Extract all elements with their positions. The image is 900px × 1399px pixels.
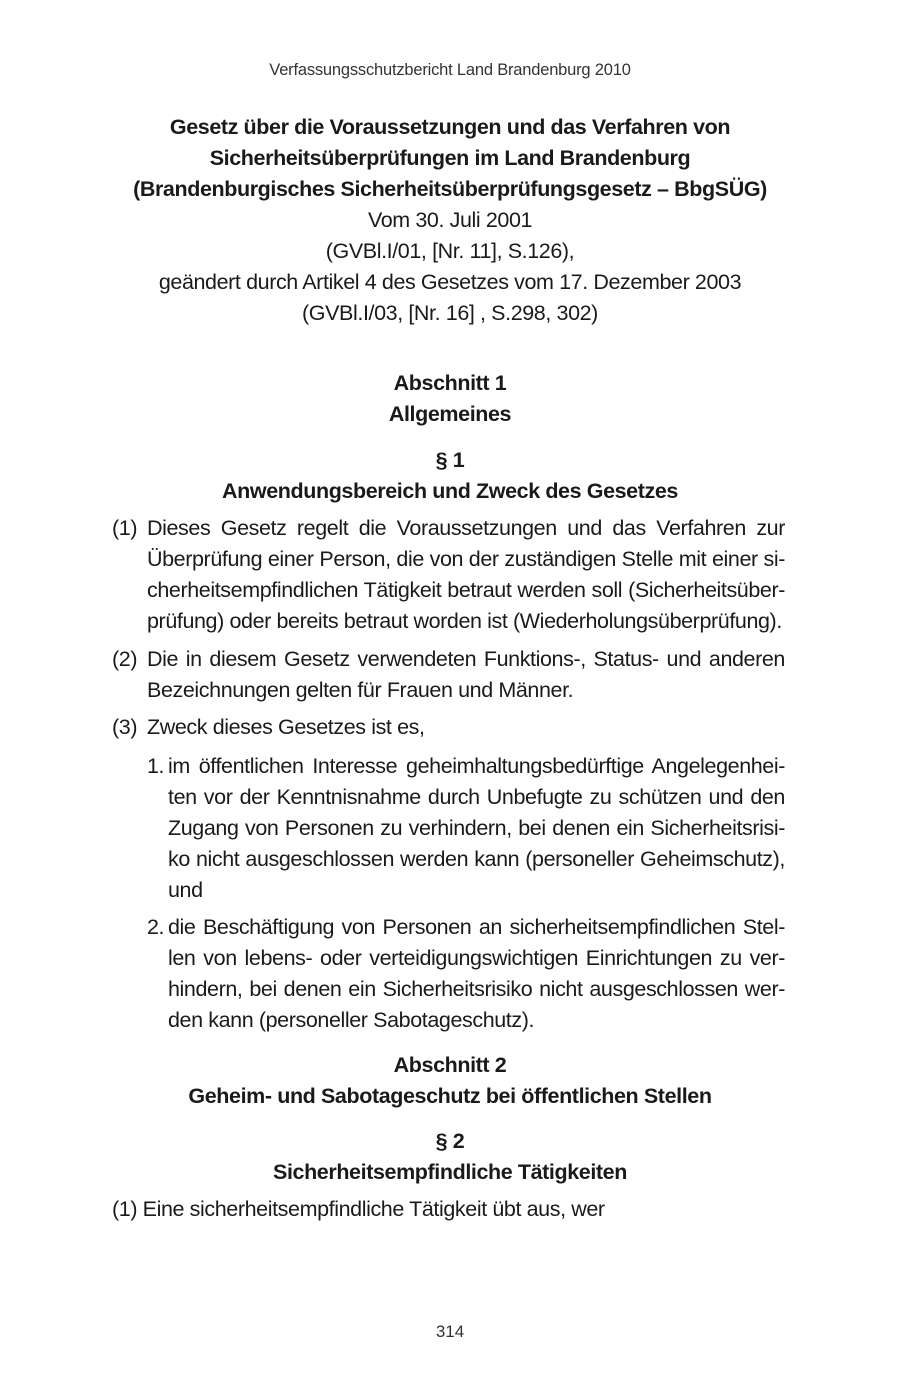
text-line: Überprüfung einer Person, die von der zuständigen Stelle mit einer si- xyxy=(147,547,785,571)
list-item-2 xyxy=(147,912,785,1036)
page-number: 314 xyxy=(435,1322,465,1341)
subsection-number: (2) xyxy=(112,647,138,671)
paragraph-2-title: Sicherheitsempfindliche Tätigkeiten xyxy=(273,1160,627,1184)
text-line: len von lebens- oder verteidigungswichtigen Einrichtungen zu ver- xyxy=(168,946,785,970)
subsection-number: (1) xyxy=(112,516,138,540)
subsection-number: (3) xyxy=(112,715,138,739)
law-title-line-1: Gesetz über die Voraussetzungen und das Verfahren von xyxy=(169,115,731,139)
text-line: Bezeichnungen gelten für Frauen und Männer. xyxy=(147,678,574,702)
subsection-1 xyxy=(112,513,785,637)
section-2-title: Geheim- und Sabotageschutz bei öffentlichen Stellen xyxy=(188,1084,712,1108)
subsection-2 xyxy=(112,644,785,706)
text-line: die Beschäftigung von Personen an sicherheitsempfindlichen Stel- xyxy=(168,915,785,939)
law-amendment: geändert durch Artikel 4 des Gesetzes vom 17. Dezember 2003 xyxy=(158,270,742,294)
section-1-title: Allgemeines xyxy=(388,402,512,426)
text-line: hindern, bei denen ein Sicherheitsrisiko nicht ausgeschlossen wer- xyxy=(168,977,785,1001)
section-1-label: Abschnitt 1 xyxy=(393,371,507,395)
text-line: Die in diesem Gesetz verwendeten Funktions-, Status- und anderen xyxy=(147,647,785,671)
paragraph-2-sign: § 2 xyxy=(435,1129,465,1153)
law-source-2: (GVBl.I/03, [Nr. 16] , S.298, 302) xyxy=(302,301,598,325)
text-line: und xyxy=(168,878,203,902)
text-line: Zweck dieses Gesetzes ist es, xyxy=(147,715,425,739)
running-header: Verfassungsschutzbericht Land Brandenburg 2010 xyxy=(269,61,631,79)
text-line: cherheitsempfindlichen Tätigkeit betraut werden soll (Sicherheitsüber- xyxy=(147,578,785,602)
text-line: prüfung) oder bereits betraut worden ist (Wiederholungsüberprüfung). xyxy=(147,609,782,633)
list-item-number: 1. xyxy=(147,754,165,778)
text-line: im öffentlichen Interesse geheimhaltungsbedürftige Angelegenhei- xyxy=(168,754,785,778)
text-line: ten vor der Kenntnisnahme durch Unbefugte zu schützen und den xyxy=(168,785,785,809)
law-title-line-3: (Brandenburgisches Sicherheitsüberprüfungsgesetz – BbgSÜG) xyxy=(133,177,767,201)
text-line: (1) Eine sicherheitsempfindliche Tätigkeit übt aus, wer xyxy=(112,1197,605,1221)
law-title-line-2: Sicherheitsüberprüfungen im Land Brandenburg xyxy=(209,146,691,170)
paragraph-2-subsection-1 xyxy=(112,1194,785,1225)
section-2-label: Abschnitt 2 xyxy=(393,1053,507,1077)
paragraph-1-sign: § 1 xyxy=(435,448,465,472)
list-item-1 xyxy=(147,751,785,906)
paragraph-1-title: Anwendungsbereich und Zweck des Gesetzes xyxy=(222,479,678,503)
text-line: Zugang von Personen zu verhindern, bei denen ein Sicherheitsrisi- xyxy=(168,816,785,840)
text-line: den kann (personeller Sabotageschutz). xyxy=(168,1008,535,1032)
law-date: Vom 30. Juli 2001 xyxy=(367,208,533,232)
list-item-number: 2. xyxy=(147,915,165,939)
subsection-3 xyxy=(112,712,785,743)
law-source-1: (GVBl.I/01, [Nr. 11], S.126), xyxy=(325,239,575,263)
law-title-block xyxy=(0,112,900,329)
text-line: ko nicht ausgeschlossen werden kann (personeller Geheimschutz), xyxy=(168,847,785,871)
text-line: Dieses Gesetz regelt die Voraussetzungen und das Verfahren zur xyxy=(147,516,785,540)
